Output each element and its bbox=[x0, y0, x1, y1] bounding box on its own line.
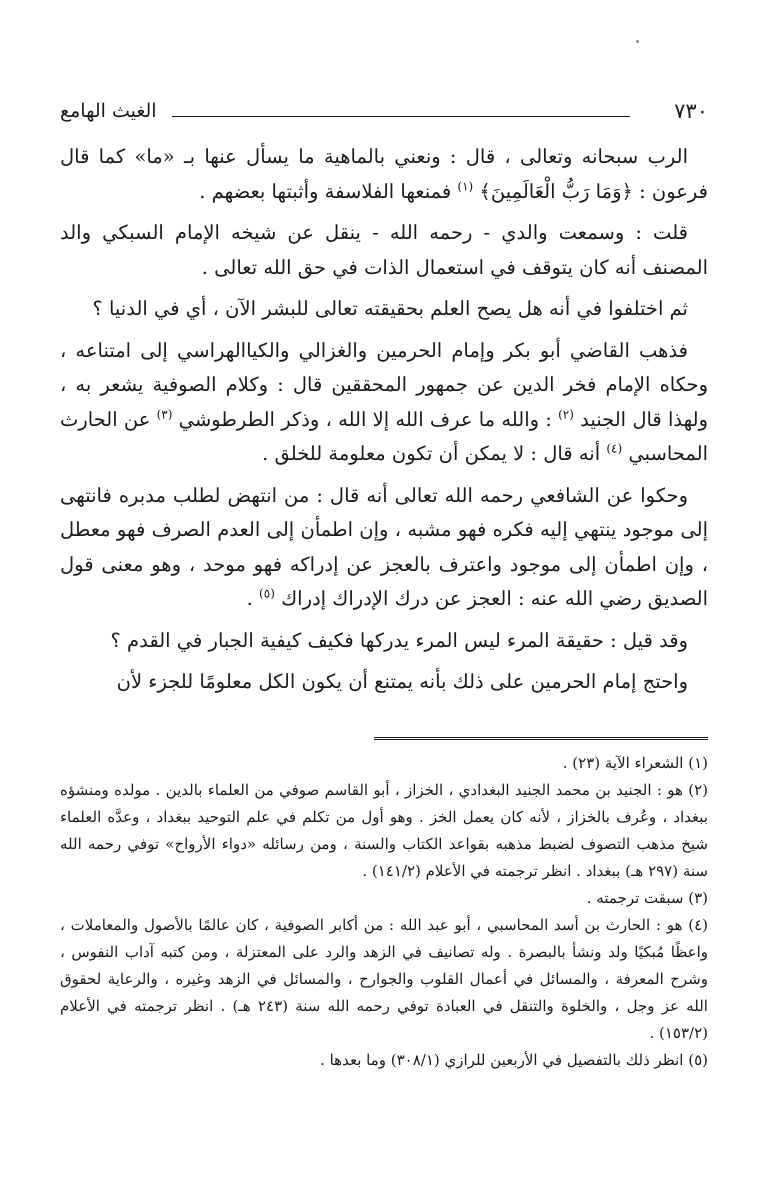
paragraph-text: . bbox=[246, 587, 260, 610]
paragraph bbox=[60, 140, 708, 209]
footnote: (٢) هو : الجنيد بن محمد الجنيد البغدادي ، الخزاز ، أبو القاسم صوفي من العلماء بالدين . مولده ومنشؤه ببغداد ، وعُرف بالخزاز ، لأنه كان يعمل الخز . وهو أول من تكلم في علم التوحيد ببغداد ، وعدَّه العلماء شيخ مذهب التصوف لضبط مذهبه بقواعد الكتاب والسنة ، ومن رسائله «دواء الأرواح» توفي رحمه الله سنة (٢٩٧ هـ) ببغداد . انظر ترجمته في الأعلام (١٤١/٢) . bbox=[60, 781, 708, 880]
footnote-ref: (١) bbox=[457, 179, 474, 193]
paragraph-text: الرب سبحانه وتعالى ، قال : ونعني بالماهية ما يسأل عنها بـ «ما» كما قال فرعون : ﴿وَمَا رَبُّ الْعَالَمِينَ﴾ bbox=[60, 145, 708, 203]
footnote-separator bbox=[374, 737, 708, 741]
margin-dot bbox=[636, 40, 639, 43]
footnote: (٥) انظر ذلك بالتفصيل في الأربعين للرازي (٣٠٨/١) وما بعدها . bbox=[320, 1051, 708, 1069]
footnote-ref: (٣) bbox=[156, 407, 173, 421]
paragraph bbox=[60, 479, 708, 617]
footnote: (٣) سبقت ترجمته . bbox=[586, 889, 708, 907]
main-text bbox=[60, 140, 708, 700]
paragraph: ثم اختلفوا في أنه هل يصح العلم بحقيقته تعالى للبشر الآن ، أي في الدنيا ؟ bbox=[92, 297, 688, 320]
header-rule bbox=[172, 116, 630, 117]
paragraph: قلت : وسمعت والدي - رحمه الله - ينقل عن شيخه الإمام السبكي والد المصنف أنه كان يتوقف في استعمال الذات في حق الله تعالى . bbox=[60, 221, 708, 279]
paragraph-text: فمنعها الفلاسفة وأثبتها بعضهم . bbox=[199, 179, 458, 203]
footnote-ref: (٢) bbox=[558, 407, 574, 421]
paragraph-text: وحكوا عن الشافعي رحمه الله تعالى أنه قال : من انتهض لطلب مدبره فانتهى إلى موجود ينتهي إليه فكره فهو مشبه ، وإن اطمأن إلى العدم الصرف فهو معطل ، وإن اطمأن إلى موجود واعترف بالعجز عن إدراكه فهو موحد ، وهو معنى قول الصديق رضي الله عنه : العجز عن درك الإدراك إدراك bbox=[60, 483, 708, 610]
page-number: ٧٣٠ bbox=[674, 99, 708, 123]
footnote-ref: (٤) bbox=[606, 441, 623, 456]
paragraph-text: : والله ما عرف الله إلا الله ، وذكر الطرطوشي bbox=[172, 407, 559, 431]
paragraph bbox=[60, 334, 708, 472]
running-title: الغيث الهامع bbox=[60, 100, 157, 122]
footnotes bbox=[60, 750, 708, 1074]
footnote-ref: (٥) bbox=[259, 586, 275, 601]
paragraph-text: عن الحارث المحاسبي bbox=[60, 407, 708, 465]
page-header bbox=[60, 96, 708, 126]
paragraph-text: أنه قال : لا يمكن أن تكون معلومة للخلق . bbox=[262, 442, 607, 465]
paragraph: وقد قيل : حقيقة المرء ليس المرء يدركها فكيف كيفية الجبار في القدم ؟ bbox=[110, 628, 688, 652]
footnote: (١) الشعراء الآية (٢٣) . bbox=[562, 754, 708, 772]
paragraph: واحتج إمام الحرمين على ذلك بأنه يمتنع أن يكون الكل معلومًا للجزء لأن bbox=[116, 670, 688, 693]
footnote: (٤) هو : الحارث بن أسد المحاسبي ، أبو عبد الله : من أكابر الصوفية ، كان عالمًا بالأصول والمعاملات ، واعظًا مُبكيًا ولد ونشأ بالبصرة . وله تصانيف في الزهد والرد على المعتزلة ، ومن كتبه آداب النفوس ، وشرح المعرفة ، والمسائل في أعمال القلوب والجوارح ، والمسائل في الزهد وغيره ، والرعاية لحقوق الله عز وجل ، والخلوة والتنقل في العبادة توفي رحمه الله سنة (٢٤٣ هـ) . انظر ترجمته في الأعلام (١٥٣/٢) . bbox=[60, 916, 708, 1042]
paragraph-text: فذهب القاضي أبو بكر وإمام الحرمين والغزالي والكياالهراسي إلى امتناعه ، وحكاه الإمام فخر الدين عن جمهور المحققين قال : وكلام الصوفية يشعر به ، ولهذا قال الجنيد bbox=[60, 338, 708, 431]
